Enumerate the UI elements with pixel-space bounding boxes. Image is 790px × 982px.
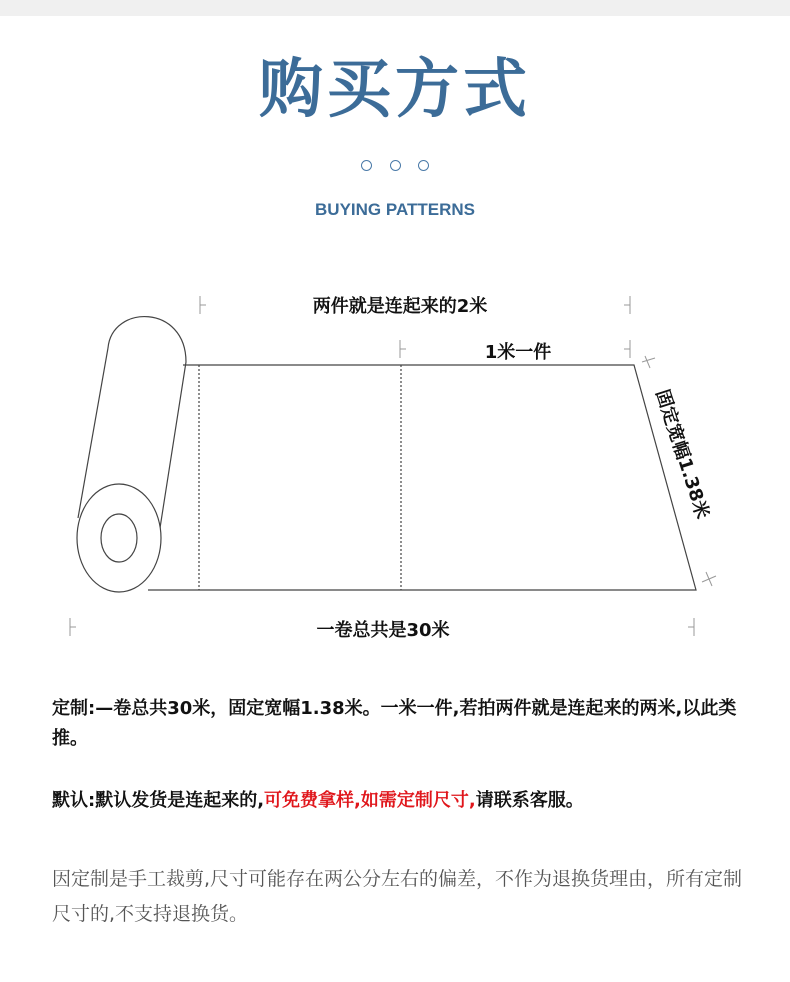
fabric-roll-diagram (0, 270, 790, 650)
circle-icon (390, 160, 401, 171)
circle-icon (418, 160, 429, 171)
top-label: 两件就是连起来的2米 (312, 296, 488, 317)
piece-label: 1米一件 (484, 342, 552, 363)
fabric-sheet (148, 365, 696, 590)
decorative-dots (0, 156, 790, 175)
circle-icon (361, 160, 372, 171)
width-label: 固定宽幅1.38米 (651, 387, 713, 522)
bottom-label: 一卷总共是30米 (316, 620, 450, 641)
return-policy-note: 因定制是手工裁剪,尺寸可能存在两公分左右的偏差，不作为退换货理由，所有定制尺寸的,不支持退换货。 (52, 868, 743, 925)
custom-info: 定制:—卷总共30米，固定宽幅1.38米。一米一件,若拍两件就是连起来的两米,以此类推。 (52, 698, 737, 749)
top-band (0, 0, 790, 16)
free-sample-highlight: 可免费拿样,如需定制尺寸, (264, 790, 476, 811)
roll-core (101, 514, 137, 562)
default-info (52, 786, 772, 812)
page-title: 购买方式 (259, 53, 531, 127)
default-prefix: 默认:默认发货是连起来的, (52, 790, 265, 811)
default-suffix: 请联系客服。 (475, 790, 584, 811)
page-subtitle: BUYING PATTERNS (315, 200, 475, 219)
